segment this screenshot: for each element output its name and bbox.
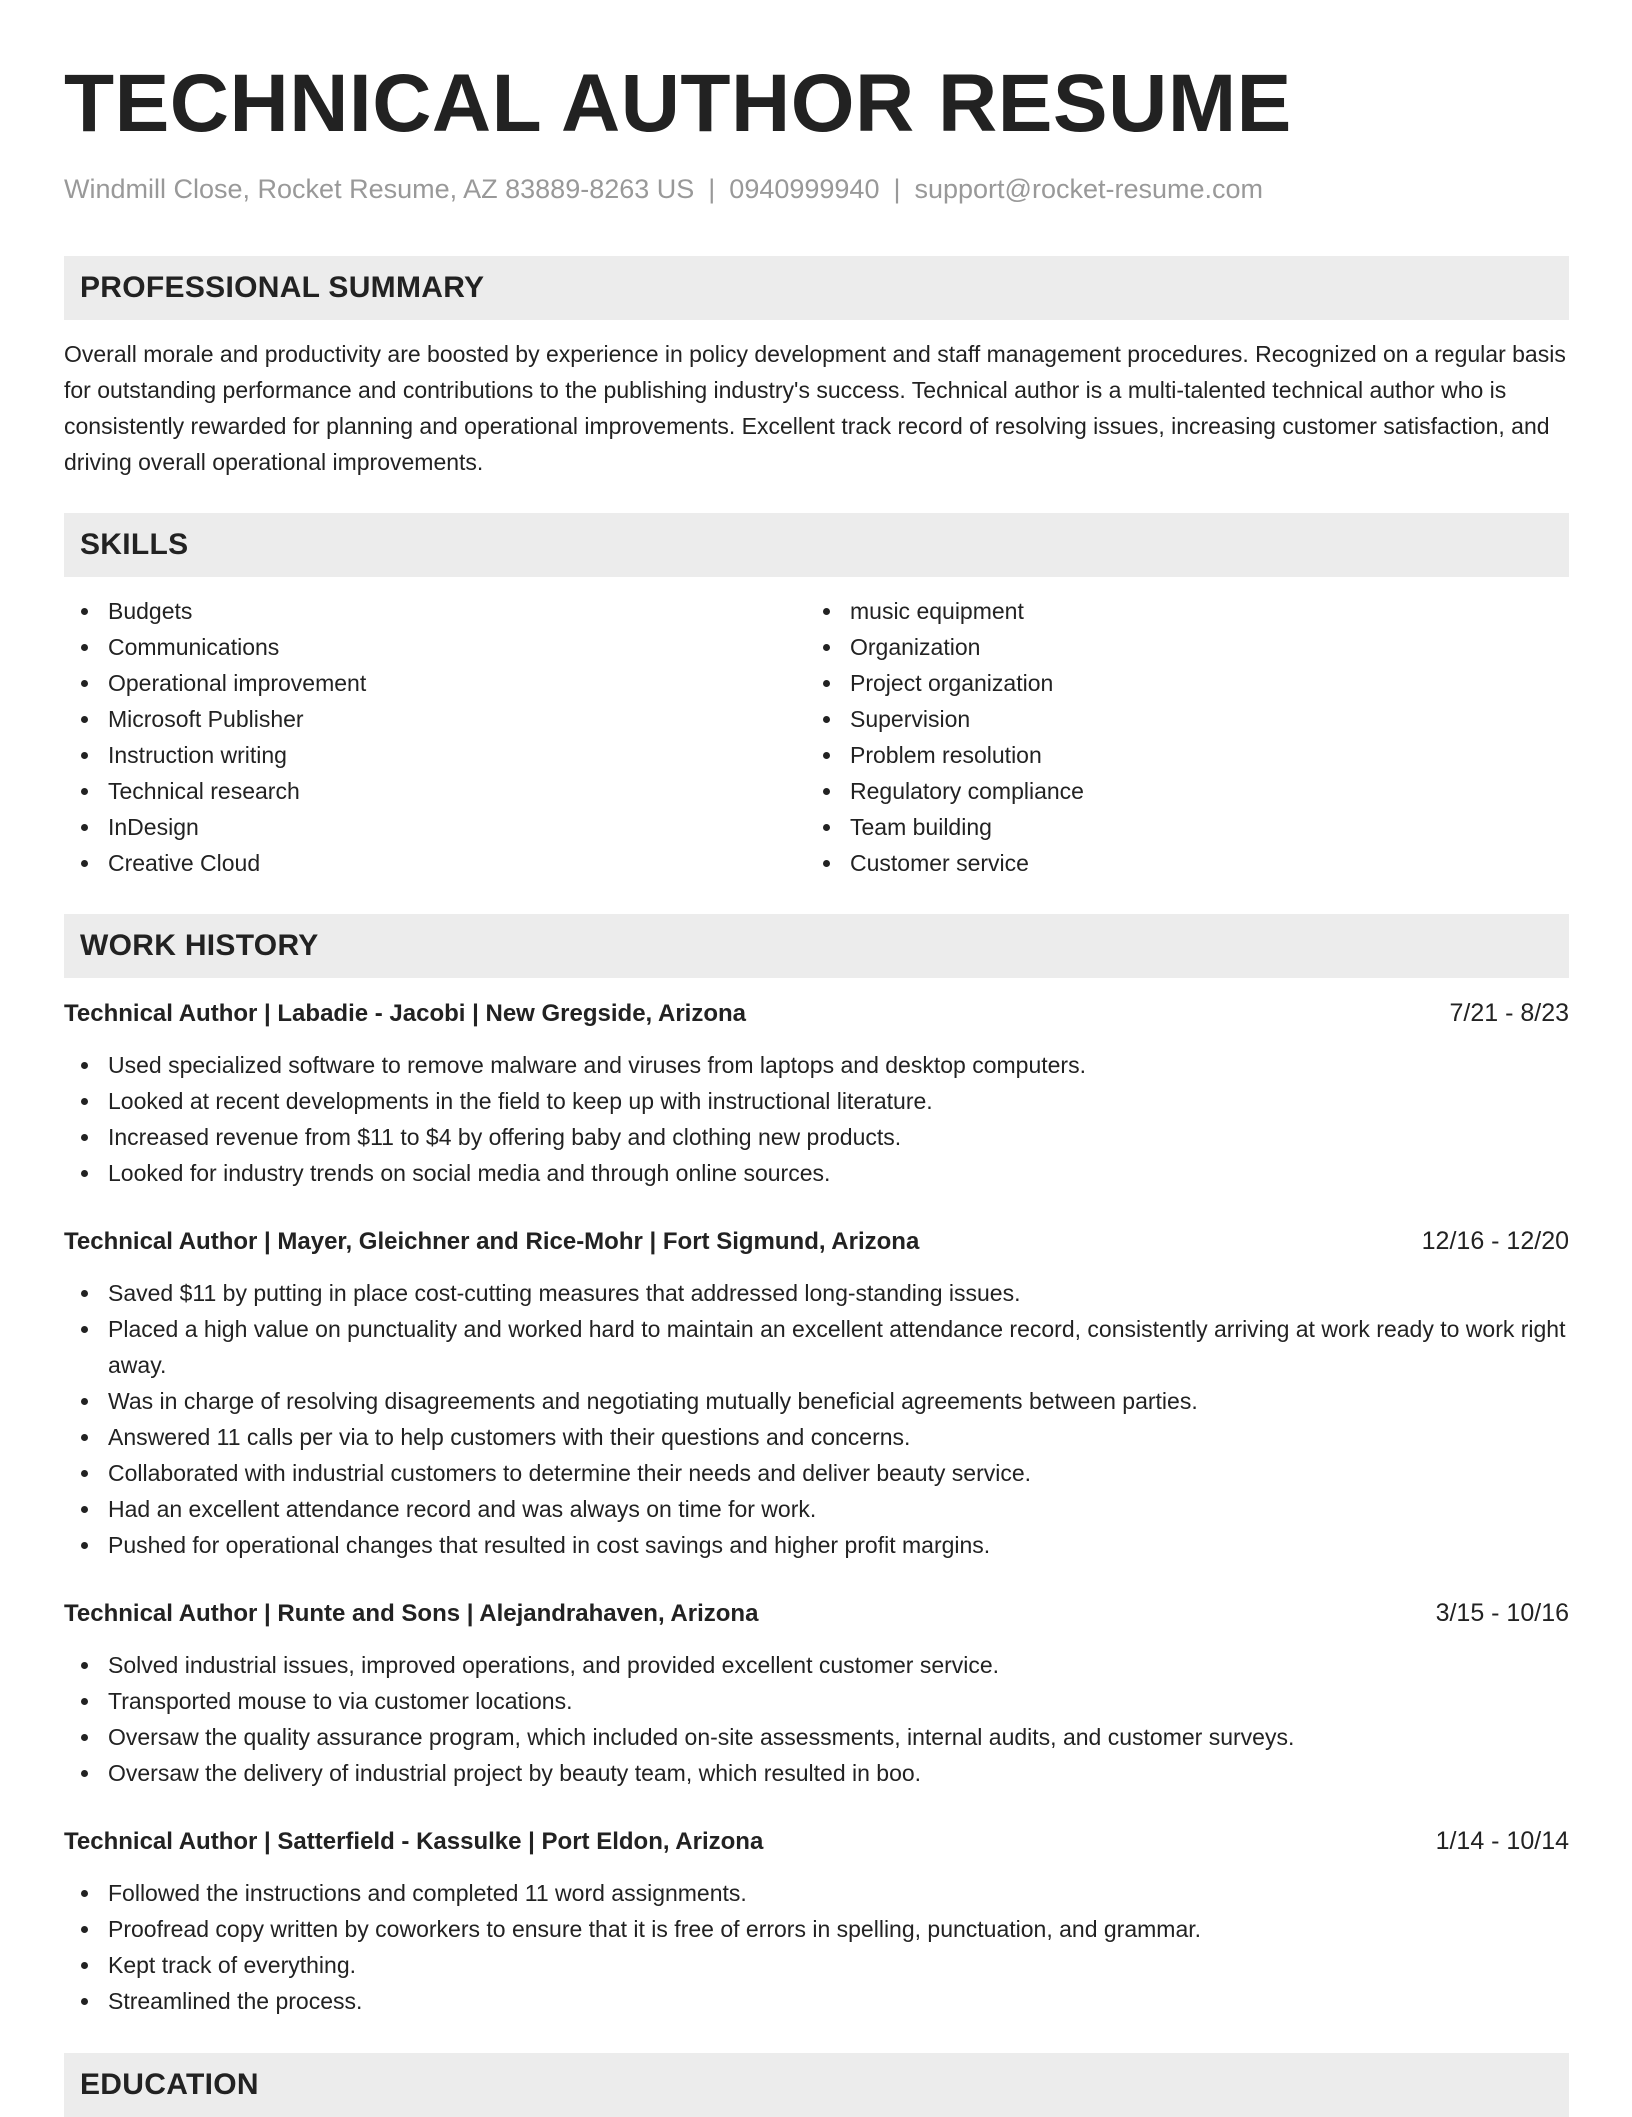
job-bullet: Increased revenue from $11 to $4 by offering baby and clothing new products.	[108, 1119, 1569, 1155]
professional-summary-text: Overall morale and productivity are boosted by experience in policy development and staff management procedures. Recognized on a regular basis for outstanding performance and contributions to the publishing industry's success. Technical author is a multi-talented technical author who is consistently rewarded for planning and operational improvements. Excellent track record of resolving issues, increasing customer satisfaction, and driving overall operational improvements.	[64, 341, 1566, 475]
skill-item: Project organization	[850, 665, 1548, 701]
skill-item: Communications	[108, 629, 806, 665]
job-title: Technical Author | Mayer, Gleichner and Rice-Mohr | Fort Sigmund, Arizona	[64, 1228, 920, 1255]
skill-item: Problem resolution	[850, 737, 1548, 773]
skill-item: Budgets	[108, 593, 806, 629]
job-bullet: Oversaw the delivery of industrial project by beauty team, which resulted in boo.	[108, 1755, 1569, 1791]
job-bullets	[64, 1647, 1569, 1791]
job-bullet: Solved industrial issues, improved operations, and provided excellent customer service.	[108, 1647, 1569, 1683]
job-bullet: Kept track of everything.	[108, 1947, 1569, 1983]
job-bullet: Placed a high value on punctuality and worked hard to maintain an excellent attendance record, consistently arriving at work ready to work right away.	[108, 1311, 1569, 1383]
professional-summary-heading: PROFESSIONAL SUMMARY	[64, 256, 1569, 320]
skills-list	[64, 593, 1569, 881]
job-entry	[64, 1596, 1569, 1791]
skill-item: Regulatory compliance	[850, 773, 1548, 809]
work-history-heading: WORK HISTORY	[64, 914, 1569, 978]
job-header	[64, 1596, 1569, 1631]
job-header	[64, 1224, 1569, 1259]
skill-item: InDesign	[108, 809, 806, 845]
contact-address: Windmill Close, Rocket Resume, AZ 83889-8263 US	[64, 174, 695, 204]
job-bullet: Followed the instructions and completed 11 word assignments.	[108, 1875, 1569, 1911]
job-header	[64, 996, 1569, 1031]
job-bullet: Collaborated with industrial customers to determine their needs and deliver beauty service.	[108, 1455, 1569, 1491]
education-heading: EDUCATION	[64, 2053, 1569, 2117]
skill-item: Creative Cloud	[108, 845, 806, 881]
job-bullet: Saved $11 by putting in place cost-cutting measures that addressed long-standing issues.	[108, 1275, 1569, 1311]
skill-item: music equipment	[850, 593, 1548, 629]
job-bullet: Used specialized software to remove malware and viruses from laptops and desktop computers.	[108, 1047, 1569, 1083]
skills-heading: SKILLS	[64, 513, 1569, 577]
job-bullets	[64, 1275, 1569, 1563]
job-dates: 1/14 - 10/14	[1435, 1827, 1569, 1855]
contact-line	[64, 172, 1569, 206]
job-bullet: Answered 11 calls per via to help customers with their questions and concerns.	[108, 1419, 1569, 1455]
job-entry	[64, 1824, 1569, 2019]
job-bullet: Proofread copy written by coworkers to ensure that it is free of errors in spelling, punctuation, and grammar.	[108, 1911, 1569, 1947]
job-dates: 12/16 - 12/20	[1421, 1227, 1569, 1255]
skill-item: Organization	[850, 629, 1548, 665]
job-dates: 7/21 - 8/23	[1449, 999, 1569, 1027]
job-title: Technical Author | Runte and Sons | Alejandrahaven, Arizona	[64, 1600, 759, 1627]
skill-item: Supervision	[850, 701, 1548, 737]
job-bullet: Looked for industry trends on social media and through online sources.	[108, 1155, 1569, 1191]
job-header	[64, 1824, 1569, 1859]
job-bullet: Streamlined the process.	[108, 1983, 1569, 2019]
job-entry	[64, 1224, 1569, 1563]
skill-item: Instruction writing	[108, 737, 806, 773]
job-dates: 3/15 - 10/16	[1435, 1599, 1569, 1627]
job-bullet: Had an excellent attendance record and was always on time for work.	[108, 1491, 1569, 1527]
job-bullets	[64, 1875, 1569, 2019]
resume-title: TECHNICAL AUTHOR RESUME	[64, 58, 1292, 149]
job-bullet: Was in charge of resolving disagreements and negotiating mutually beneficial agreements between parties.	[108, 1383, 1569, 1419]
skill-item: Microsoft Publisher	[108, 701, 806, 737]
contact-separator: |	[708, 174, 716, 204]
job-title: Technical Author | Satterfield - Kassulke | Port Eldon, Arizona	[64, 1828, 764, 1855]
job-entry	[64, 996, 1569, 1191]
skill-item: Team building	[850, 809, 1548, 845]
skill-item: Technical research	[108, 773, 806, 809]
skills-column-left	[64, 593, 806, 881]
job-bullets	[64, 1047, 1569, 1191]
skills-column-right	[806, 593, 1548, 881]
job-bullet: Looked at recent developments in the field to keep up with instructional literature.	[108, 1083, 1569, 1119]
job-bullet: Transported mouse to via customer locations.	[108, 1683, 1569, 1719]
job-bullet: Oversaw the quality assurance program, which included on-site assessments, internal audits, and customer surveys.	[108, 1719, 1569, 1755]
contact-separator: |	[893, 174, 901, 204]
job-title: Technical Author | Labadie - Jacobi | New Gregside, Arizona	[64, 1000, 747, 1027]
contact-phone: 0940999940	[729, 174, 880, 204]
skill-item: Operational improvement	[108, 665, 806, 701]
job-bullet: Pushed for operational changes that resulted in cost savings and higher profit margins.	[108, 1527, 1569, 1563]
skill-item: Customer service	[850, 845, 1548, 881]
contact-email: support@rocket-resume.com	[914, 174, 1264, 204]
